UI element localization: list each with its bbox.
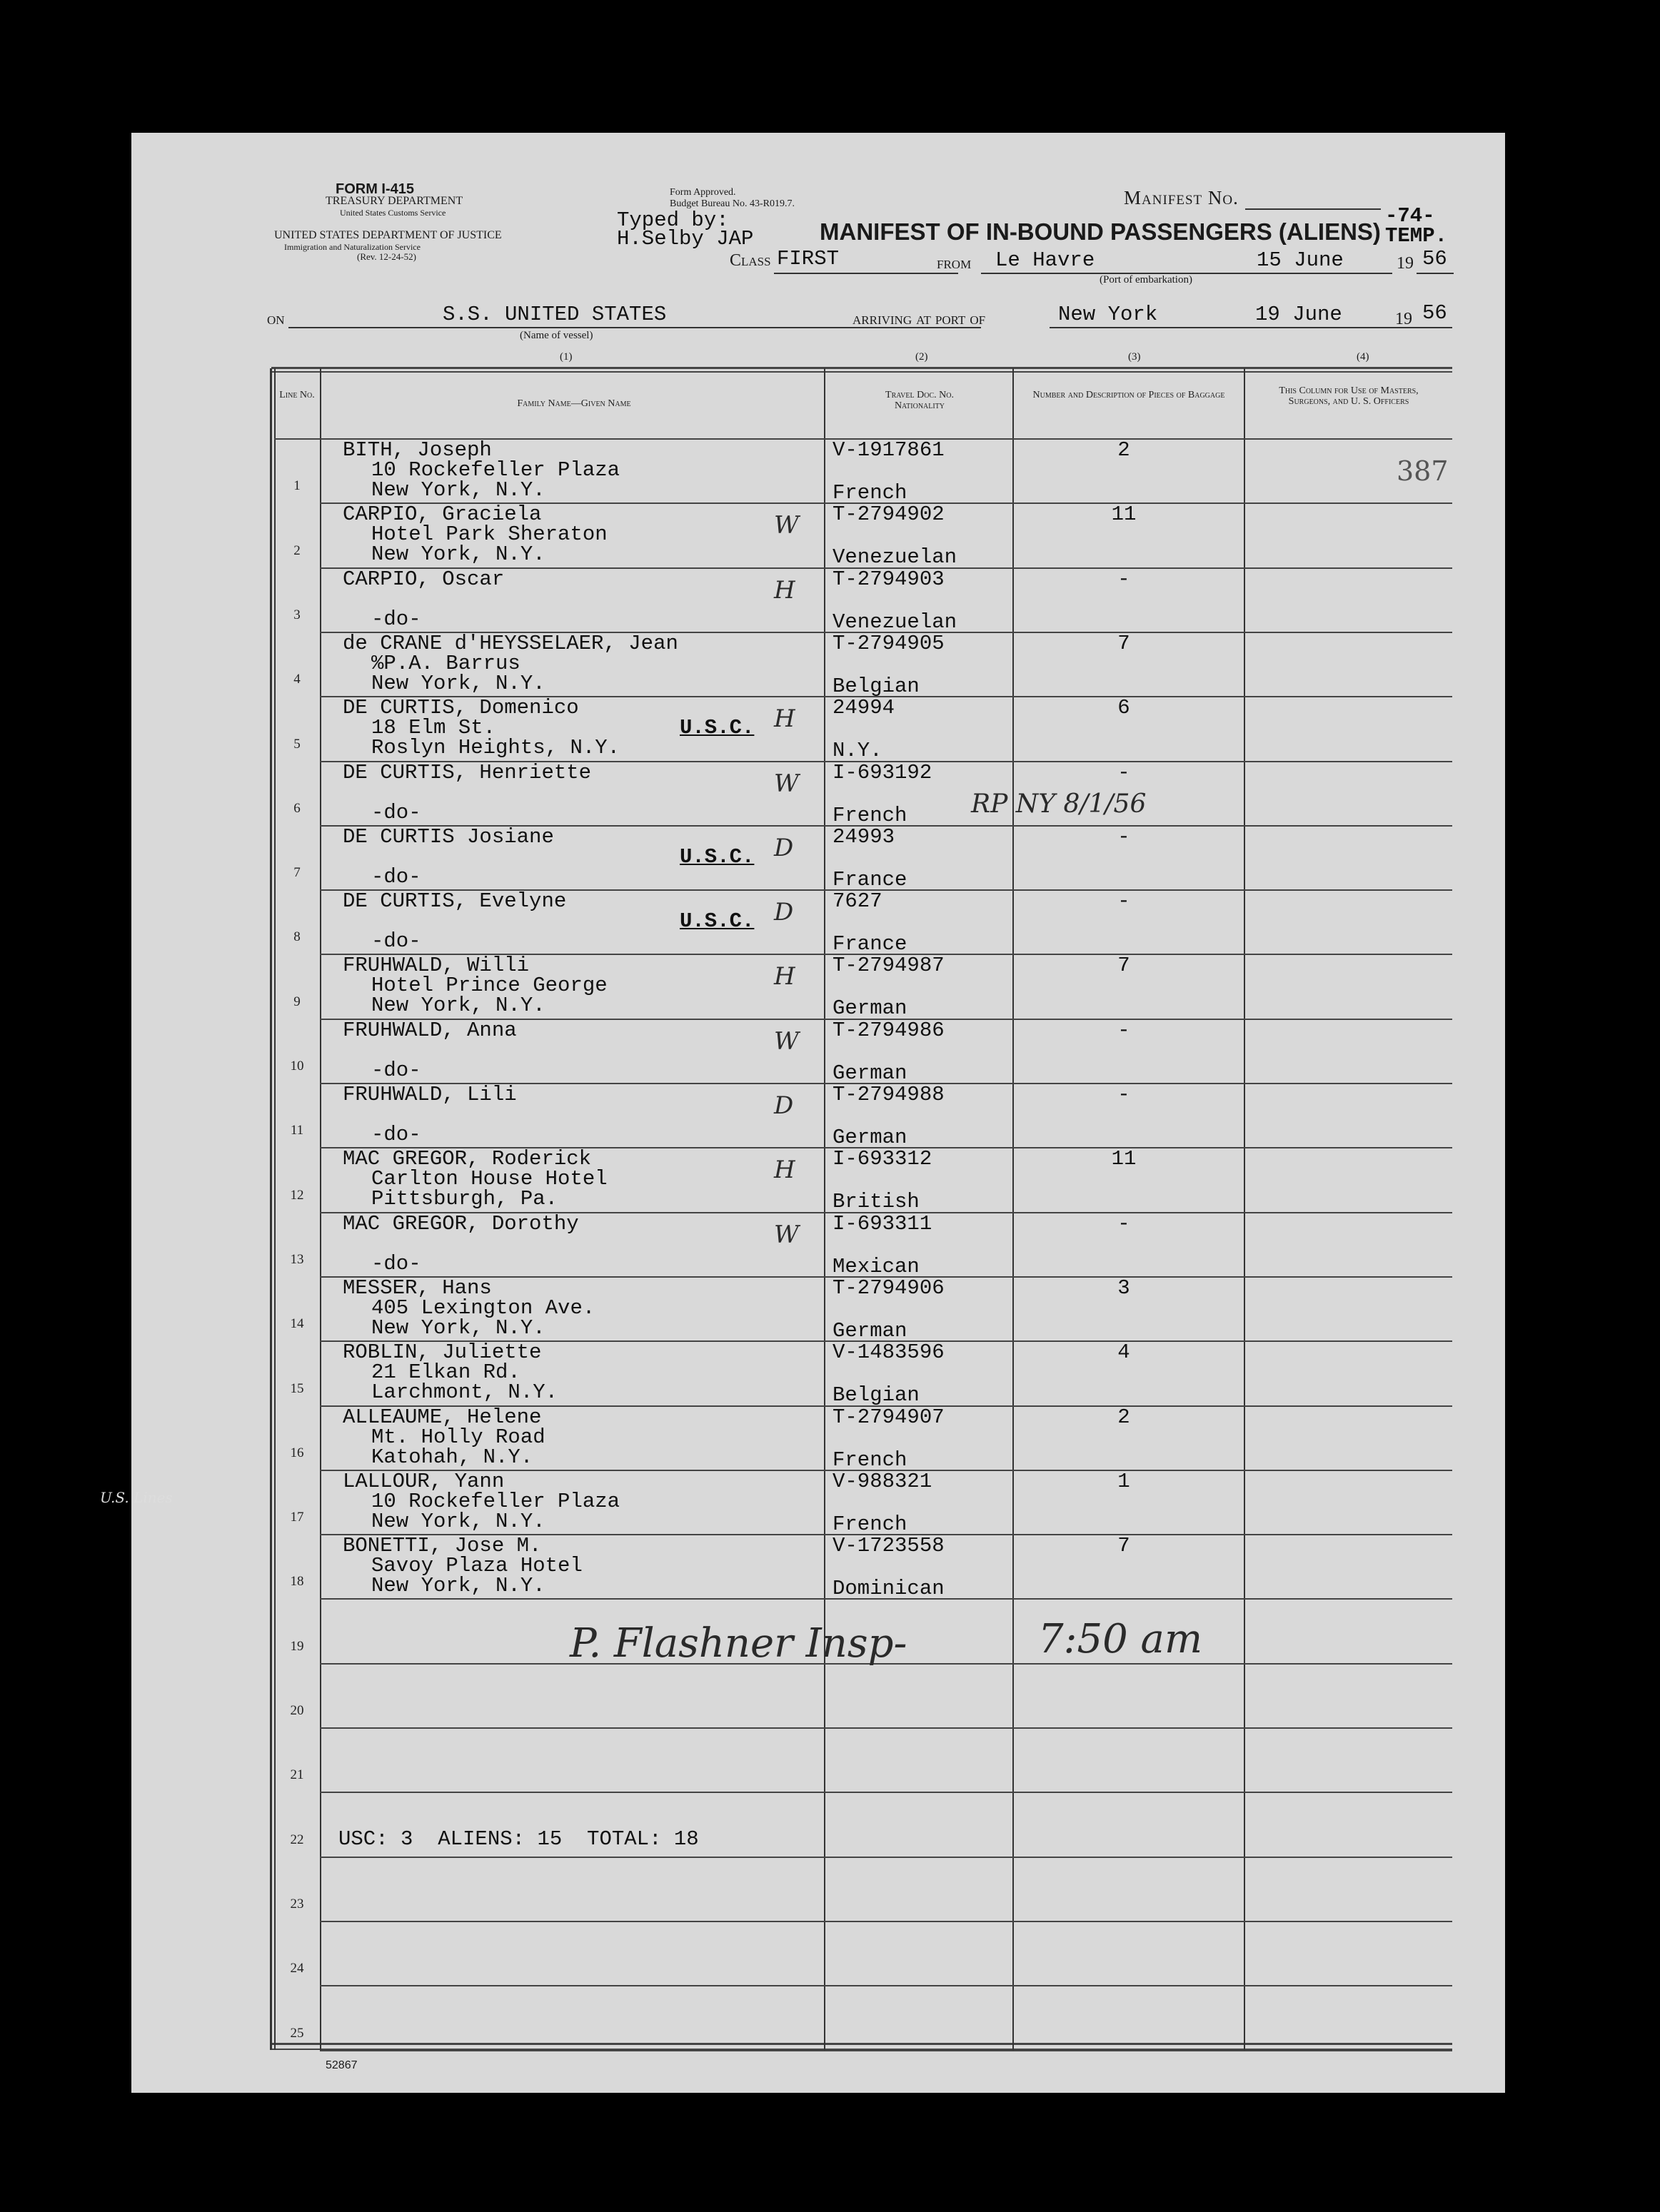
travel-doc-number: T-2794907	[832, 1405, 945, 1429]
line-number: 17	[290, 1510, 304, 1525]
travel-doc-number: T-2794986	[832, 1018, 945, 1042]
passenger-name: MAC GREGOR, Dorothy	[343, 1211, 579, 1236]
passenger-name: ROBLIN, Juliette	[343, 1340, 542, 1365]
travel-doc-number: T-2794903	[832, 567, 945, 591]
relationship-mark: W	[774, 1220, 799, 1249]
customs-service: United States Customs Service	[340, 208, 446, 218]
manifest-sheet	[100, 133, 1505, 2093]
relationship-mark: W	[774, 769, 799, 798]
row-divider	[320, 1921, 1452, 1922]
travel-doc-number: 7627	[832, 889, 882, 914]
passenger-address-1: 18 Elm St.	[371, 716, 496, 740]
passenger-address-2: New York, N.Y.	[371, 1509, 545, 1533]
budget-bureau: Budget Bureau No. 43-R019.7.	[670, 198, 795, 209]
line-number: 21	[290, 1767, 304, 1783]
line-number: 19	[290, 1638, 304, 1654]
port-embarkation-caption: (Port of embarkation)	[1100, 274, 1192, 286]
ins-label: Immigration and Naturalization Service	[284, 242, 421, 252]
manifest-no-label: Manifest No.	[1124, 187, 1239, 208]
nationality: Venezuelan	[832, 545, 957, 570]
on-label: on	[267, 310, 285, 328]
col-family-name: Family Name—Given Name	[517, 398, 631, 409]
form-footer-number: 52867	[326, 2059, 358, 2071]
passenger-address-2: -do-	[371, 1251, 421, 1276]
passenger-address-2: New York, N.Y.	[371, 542, 545, 567]
nationality: Belgian	[832, 1383, 920, 1408]
nationality: German	[832, 1061, 907, 1085]
arrival-year: 56	[1422, 301, 1447, 325]
nationality: German	[832, 1126, 907, 1149]
embarkation-year: 56	[1422, 247, 1447, 271]
manifest-no: -74-	[1385, 204, 1435, 228]
relationship-mark: D	[774, 1091, 794, 1120]
relationship-mark: W	[774, 1026, 799, 1056]
travel-doc-number: V-988321	[832, 1469, 932, 1493]
passenger-address-2: Larchmont, N.Y.	[371, 1380, 558, 1405]
line-number: 12	[290, 1187, 304, 1203]
line-number: 4	[293, 672, 301, 687]
nationality: Mexican	[832, 1254, 920, 1278]
nationality: British	[832, 1190, 920, 1214]
col-line-no: Line No.	[279, 390, 315, 400]
totals-line: USC: 3 ALIENS: 15 TOTAL: 18	[338, 1827, 699, 1851]
year-prefix: 19	[1397, 254, 1414, 273]
nationality: N.Y.	[832, 739, 882, 763]
baggage-count: 7	[1117, 631, 1130, 655]
line-number: 8	[293, 929, 301, 945]
passenger-address-2: -do-	[371, 800, 421, 824]
nationality: Dominican	[832, 1577, 945, 1601]
nationality: French	[832, 803, 907, 827]
passenger-address-2: New York, N.Y.	[371, 478, 545, 502]
baggage-count: 3	[1117, 1276, 1130, 1300]
port-embarkation: Le Havre	[995, 248, 1095, 272]
form-number: FORM I-415	[336, 181, 415, 197]
passenger-address-2: -do-	[371, 929, 421, 954]
row-divider	[320, 1985, 1452, 1986]
passenger-address-1: 21 Elkan Rd.	[371, 1360, 520, 1385]
manifest-table	[131, 133, 1505, 2093]
col-officers: This Column for Use of Masters, Surgeons, and U. S. Officers	[1279, 385, 1419, 407]
nationality: Venezuelan	[832, 610, 957, 634]
travel-doc-number: I-693311	[832, 1211, 932, 1236]
line-number: 20	[290, 1703, 304, 1718]
baggage-count: -	[1117, 889, 1130, 914]
travel-doc-number: T-2794902	[832, 503, 945, 527]
passenger-name: de CRANE d'HEYSSELAER, Jean	[343, 631, 678, 655]
line-number: 3	[293, 607, 301, 622]
passenger-address-1: Hotel Prince George	[371, 974, 608, 998]
nationality: German	[832, 996, 907, 1021]
passenger-address-2: -do-	[371, 607, 421, 631]
relationship-mark: W	[774, 511, 799, 540]
travel-doc-number: V-1723558	[832, 1534, 945, 1558]
passenger-address-2: Katohah, N.Y.	[371, 1445, 533, 1469]
passenger-name: CARPIO, Graciela	[343, 503, 542, 527]
passenger-name: DE CURTIS, Domenico	[343, 696, 579, 720]
baggage-count: -	[1117, 824, 1130, 849]
typed-by: H.Selby JAP	[617, 227, 754, 251]
class-label: Class	[730, 251, 771, 270]
typed-by-label: Typed by:	[617, 208, 729, 232]
rp-note: RP NY 8/1/56	[971, 789, 1147, 819]
baggage-count: -	[1117, 1083, 1130, 1106]
relationship-mark: D	[774, 898, 794, 927]
passenger-name: DE CURTIS Josiane	[343, 824, 554, 849]
inspection-time: 7:50 am	[1038, 1616, 1203, 1662]
line-number: 22	[290, 1832, 304, 1847]
nationality: Belgian	[832, 674, 920, 698]
vessel-name: S.S. UNITED STATES	[443, 303, 667, 326]
col-num-2: (2)	[915, 351, 928, 363]
row-divider	[320, 1857, 1452, 1858]
passenger-name: MAC GREGOR, Roderick	[343, 1147, 592, 1171]
baggage-count: 11	[1111, 1147, 1137, 1171]
passenger-name: CARPIO, Oscar	[343, 567, 505, 591]
line-number: 15	[290, 1380, 304, 1396]
vessel-caption: (Name of vessel)	[520, 330, 593, 341]
line-number: 24	[290, 1961, 304, 1976]
travel-doc-number: 24994	[832, 696, 895, 720]
travel-doc-number: 24993	[832, 824, 895, 849]
nationality: France	[832, 867, 907, 892]
line-number: 9	[293, 994, 301, 1009]
passenger-name: BITH, Joseph	[343, 438, 492, 462]
passenger-address-1: 10 Rockefeller Plaza	[371, 1489, 620, 1513]
baggage-count: -	[1117, 760, 1130, 784]
col-travel-doc: Travel Doc. No. Nationality	[885, 390, 954, 411]
relationship-mark: H	[774, 704, 795, 734]
nationality: France	[832, 932, 907, 956]
row-divider	[320, 2050, 1452, 2051]
inspector-signature: P. Flashner Insp-	[570, 1620, 907, 1667]
justice-dept: UNITED STATES DEPARTMENT OF JUSTICE	[274, 229, 502, 241]
travel-doc-number: I-693192	[832, 760, 932, 784]
col-num-4: (4)	[1357, 351, 1369, 363]
passenger-address-2: Pittsburgh, Pa.	[371, 1187, 558, 1211]
passenger-address-2: New York, N.Y.	[371, 671, 545, 695]
page-title: MANIFEST OF IN-BOUND PASSENGERS (ALIENS)	[820, 218, 1381, 245]
baggage-count: -	[1117, 567, 1130, 591]
line-number: 14	[290, 1316, 304, 1332]
line-number: 5	[293, 736, 301, 752]
treasury-dept: TREASURY DEPARTMENT	[326, 195, 463, 207]
passenger-name: MESSER, Hans	[343, 1276, 492, 1300]
arrival-port: New York	[1058, 303, 1158, 326]
passenger-address-2: -do-	[371, 864, 421, 889]
line-number: 16	[290, 1445, 304, 1460]
travel-doc-number: T-2794988	[832, 1083, 945, 1106]
passenger-address-1: 10 Rockefeller Plaza	[371, 458, 620, 482]
passenger-address-2: -do-	[371, 1123, 421, 1146]
passenger-name: FRUHWALD, Lili	[343, 1083, 517, 1106]
baggage-count: 7	[1117, 1534, 1130, 1558]
nationality: German	[832, 1318, 907, 1343]
line-number: 25	[290, 2025, 304, 2041]
travel-doc-number: V-1917861	[832, 438, 945, 462]
passenger-address-1: Mt. Holly Road	[371, 1425, 545, 1449]
line-number: 18	[290, 1574, 304, 1590]
line-number: 6	[293, 800, 301, 816]
passenger-address-1: Carlton House Hotel	[371, 1167, 608, 1191]
temp-label: TEMP.	[1385, 224, 1448, 248]
arrival-date: 19 June	[1255, 303, 1342, 326]
line-number: 2	[293, 542, 301, 558]
baggage-count: 2	[1117, 438, 1130, 462]
travel-doc-number: T-2794906	[832, 1276, 945, 1300]
from-label: from	[937, 254, 972, 273]
passenger-address-2: -do-	[371, 1058, 421, 1082]
passenger-name: FRUHWALD, Anna	[343, 1018, 517, 1042]
travel-doc-number: T-2794905	[832, 631, 945, 655]
row-divider	[320, 1727, 1452, 1729]
passenger-address-1: %P.A. Barrus	[371, 651, 520, 675]
baggage-count: -	[1117, 1211, 1130, 1236]
travel-doc-number: T-2794987	[832, 954, 945, 978]
relationship-mark: H	[774, 962, 795, 991]
relationship-mark: H	[774, 575, 795, 605]
passenger-name: BONETTI, Jose M.	[343, 1534, 542, 1558]
line-number: 10	[290, 1059, 304, 1074]
line-number: 1	[293, 478, 301, 494]
nationality: French	[832, 1448, 907, 1472]
line-number: 7	[293, 865, 301, 881]
margin-note: U.S. Lines	[100, 1489, 173, 1506]
officer-note: 387	[1397, 455, 1449, 487]
class-value: FIRST	[777, 247, 840, 271]
passenger-name: DE CURTIS, Henriette	[343, 760, 592, 784]
relationship-mark: H	[774, 1156, 795, 1185]
travel-doc-number: I-693312	[832, 1147, 932, 1171]
passenger-name: FRUHWALD, Willi	[343, 954, 530, 978]
col-num-1: (1)	[560, 351, 573, 363]
passenger-name: ALLEAUME, Helene	[343, 1405, 542, 1429]
citizenship-note: U.S.C.	[680, 716, 755, 740]
passenger-name: DE CURTIS, Evelyne	[343, 889, 567, 914]
line-number: 23	[290, 1896, 304, 1911]
row-divider	[320, 1792, 1452, 1793]
travel-doc-number: V-1483596	[832, 1340, 945, 1365]
nationality: French	[832, 1512, 907, 1536]
col-baggage: Number and Description of Pieces of Baggage	[1032, 390, 1225, 400]
form-approved: Form Approved.	[670, 187, 736, 198]
passenger-address-2: New York, N.Y.	[371, 1574, 545, 1598]
citizenship-note: U.S.C.	[680, 844, 755, 869]
revision: (Rev. 12-24-52)	[357, 251, 416, 262]
baggage-count: -	[1117, 1018, 1130, 1042]
line-number: 11	[290, 1123, 304, 1138]
passenger-address-2: Roslyn Heights, N.Y.	[371, 736, 620, 760]
arriving-label: arriving at port of	[852, 310, 986, 328]
baggage-count: 11	[1111, 503, 1137, 527]
embarkation-date: 15 June	[1257, 248, 1344, 272]
baggage-count: 1	[1117, 1469, 1130, 1493]
passenger-address-2: New York, N.Y.	[371, 1315, 545, 1340]
nationality: French	[832, 481, 907, 505]
passenger-address-2: New York, N.Y.	[371, 994, 545, 1018]
line-number: 13	[290, 1251, 304, 1267]
baggage-count: 7	[1117, 954, 1130, 978]
passenger-address-1: Hotel Park Sheraton	[371, 522, 608, 547]
baggage-count: 4	[1117, 1340, 1130, 1365]
passenger-name: LALLOUR, Yann	[343, 1469, 505, 1493]
passenger-address-1: Savoy Plaza Hotel	[371, 1554, 583, 1578]
col-num-3: (3)	[1128, 351, 1141, 363]
baggage-count: 2	[1117, 1405, 1130, 1429]
relationship-mark: D	[774, 833, 794, 862]
arrival-year-prefix: 19	[1395, 310, 1412, 328]
citizenship-note: U.S.C.	[680, 909, 755, 934]
passenger-address-1: 405 Lexington Ave.	[371, 1296, 595, 1320]
baggage-count: 6	[1117, 696, 1130, 720]
